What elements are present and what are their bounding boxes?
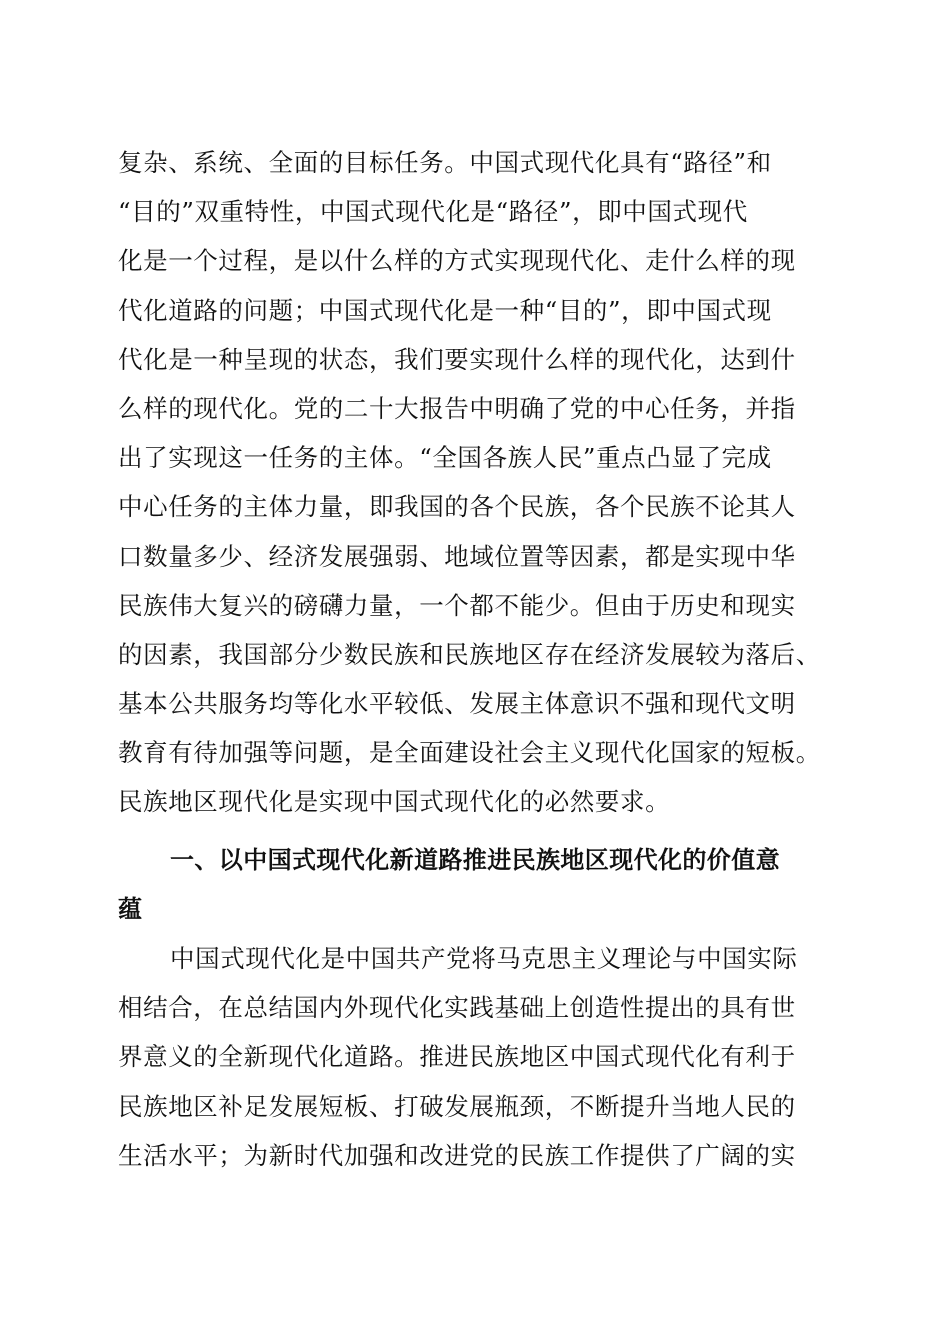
text-line: 复杂、系统、全面的目标任务。中国式现代化具有“路径”和: [118, 148, 772, 177]
text-line: 出了实现这一任务的主体。“全国各族人民”重点凸显了完成: [118, 443, 772, 473]
text-line: 界意义的全新现代化道路。推进民族地区中国式现代化有利于: [118, 1042, 796, 1072]
text-line: 生活水平；为新时代加强和改进党的民族工作提供了广阔的实: [118, 1140, 796, 1170]
text-line: 民族地区补足发展短板、打破发展瓶颈，不断提升当地人民的: [118, 1091, 796, 1121]
text-line: 代化道路的问题；中国式现代化是一种“目的”，即中国式现: [118, 295, 772, 325]
text-line: 的因素，我国部分少数民族和民族地区存在经济发展较为落后、: [118, 639, 821, 669]
text-line: 民族伟大复兴的磅礴力量，一个都不能少。但由于历史和现实: [118, 590, 796, 620]
text-line: 相结合，在总结国内外现代化实践基础上创造性提出的具有世: [118, 993, 796, 1023]
text-line: 化是一个过程，是以什么样的方式实现现代化、走什么样的现: [118, 246, 796, 276]
section-heading: [118, 836, 838, 934]
text-line: 口数量多少、经济发展强弱、地域位置等因素，都是实现中华: [118, 541, 796, 571]
heading-line: 一、以中国式现代化新道路推进民族地区现代化的价值意: [170, 846, 780, 874]
text-line: 中国式现代化是中国共产党将马克思主义理论与中国实际: [170, 944, 798, 973]
body-paragraph: [118, 138, 838, 827]
text-line: 代化是一种呈现的状态，我们要实现什么样的现代化，达到什: [118, 344, 796, 374]
text-line: 教育有待加强等问题，是全面建设社会主义现代化国家的短板。: [118, 738, 821, 768]
text-line: 么样的现代化。党的二十大报告中明确了党的中心任务，并指: [118, 393, 796, 423]
text-line: “目的”双重特性，中国式现代化是“路径”，即中国式现代: [118, 197, 748, 227]
text-line: 民族地区现代化是实现中国式现代化的必然要求。: [118, 787, 671, 817]
text-line: 中心任务的主体力量，即我国的各个民族，各个民族不论其人: [118, 492, 796, 522]
text-line: 基本公共服务均等化水平较低、发展主体意识不强和现代文明: [118, 689, 796, 719]
heading-line: 蕴: [118, 895, 143, 924]
body-paragraph: [118, 934, 838, 1180]
